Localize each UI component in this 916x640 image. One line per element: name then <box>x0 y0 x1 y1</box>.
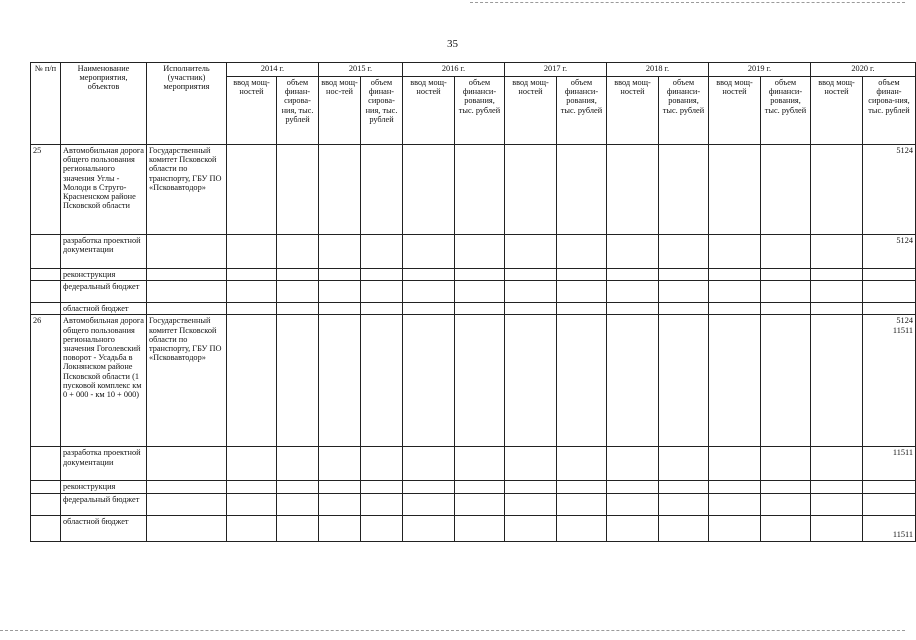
header-funding: объем финанси-рования, тыс. рублей <box>659 77 709 145</box>
table-row <box>31 303 916 315</box>
row-executor: Государственный комитет Псковской области по транспорту, ГБУ ПО «Псковавтодор» <box>147 315 227 447</box>
header-year: 2016 г. <box>403 63 505 77</box>
header-capacity: ввод мощ-ностей <box>811 77 863 145</box>
header-capacity: ввод мощ-нос-тей <box>319 77 361 145</box>
header-row-years <box>31 63 916 77</box>
row-executor: Государственный комитет Псковской области по транспорту, ГБУ ПО «Псковавтодор» <box>147 145 227 235</box>
row-name: федеральный бюджет <box>61 281 147 303</box>
header-capacity: ввод мощ-ностей <box>403 77 455 145</box>
header-name: Наименование мероприятия, объектов <box>61 63 147 145</box>
header-funding: объем финанси-рования, тыс. рублей <box>455 77 505 145</box>
row-name: разработка проектной документации <box>61 447 147 481</box>
header-year: 2017 г. <box>505 63 607 77</box>
row-funding-2020-value: 11511 <box>892 325 913 335</box>
table-row <box>31 269 916 281</box>
row-name: реконструкция <box>61 481 147 493</box>
row-funding-2020 <box>863 315 916 447</box>
header-num: № п/п <box>31 63 61 145</box>
row-funding-2020: 11511 <box>863 515 916 541</box>
header-funding: объем финан-сирова-ния, тыс. рублей <box>361 77 403 145</box>
header-funding: объем финан-сирова-ния, тыс. рублей <box>277 77 319 145</box>
row-funding-2020: 5124 <box>863 145 916 235</box>
scan-edge-bottom <box>0 630 905 631</box>
row-name: разработка проектной документации <box>61 235 147 269</box>
table-row <box>31 145 916 235</box>
table-row <box>31 515 916 541</box>
row-num: 25 <box>31 145 61 235</box>
header-year: 2020 г. <box>811 63 916 77</box>
table-row <box>31 281 916 303</box>
header-capacity: ввод мощ-ностей <box>709 77 761 145</box>
table-row <box>31 481 916 493</box>
row-funding-2020: 11511 <box>863 447 916 481</box>
header-capacity: ввод мощ-ностей <box>607 77 659 145</box>
header-capacity: ввод мощ-ностей <box>505 77 557 145</box>
row-name: федеральный бюджет <box>61 493 147 515</box>
row-funding-2020: 5124 <box>863 235 916 269</box>
header-year: 2014 г. <box>227 63 319 77</box>
header-capacity: ввод мощ-ностей <box>227 77 277 145</box>
header-year: 2018 г. <box>607 63 709 77</box>
header-executor: Исполнитель (участник) мероприятия <box>147 63 227 145</box>
header-funding: объем финанси-рования, тыс. рублей <box>557 77 607 145</box>
row-name: Автомобильная дорога общего пользования регионального значения Углы - Молоди в Струго-Красненском районе Псковской области <box>61 145 147 235</box>
page-number: 35 <box>447 38 458 50</box>
header-year: 2015 г. <box>319 63 403 77</box>
header-funding: объем финан-сирова-ния, тыс. рублей <box>863 77 916 145</box>
table-row <box>31 493 916 515</box>
row-name: областной бюджет <box>61 515 147 541</box>
row-num: 26 <box>31 315 61 447</box>
scan-edge-top <box>470 2 905 3</box>
financing-table <box>30 62 916 542</box>
table-row <box>31 315 916 447</box>
row-name: реконструкция <box>61 269 147 281</box>
header-funding: объем финанси-рования, тыс. рублей <box>761 77 811 145</box>
row-funding-2020-carry: 5124 <box>896 316 913 326</box>
table-row <box>31 447 916 481</box>
row-name: областной бюджет <box>61 303 147 315</box>
row-name: Автомобильная дорога общего пользования регионального значения Гоголевский поворот - Усадьба в Локнянском районе Псковской области (1 пусковой комплекс км 0 + 000 - км 10 + 000) <box>61 315 147 447</box>
header-year: 2019 г. <box>709 63 811 77</box>
table-row <box>31 235 916 269</box>
